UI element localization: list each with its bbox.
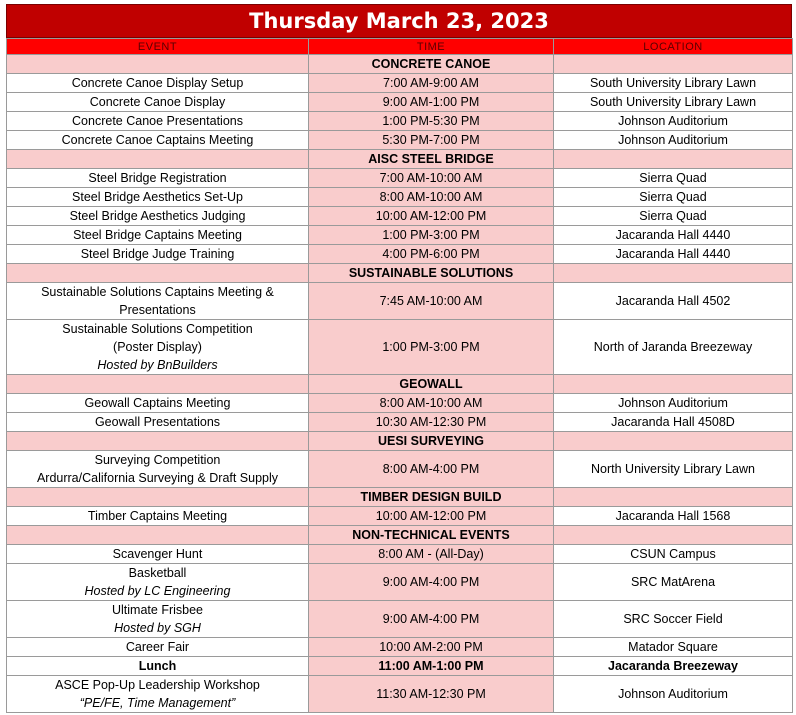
event-name: Ultimate Frisbee — [112, 603, 203, 617]
time-cell: 1:00 PM-5:30 PM — [309, 112, 554, 131]
section-row — [7, 526, 793, 545]
time-cell: 11:30 AM-12:30 PM — [309, 676, 554, 713]
table-row — [7, 74, 793, 93]
schedule-sheet — [6, 4, 792, 713]
table-row — [7, 601, 793, 638]
event-cell — [7, 413, 309, 432]
event-cell — [7, 638, 309, 657]
table-row — [7, 245, 793, 264]
location-cell: SRC Soccer Field — [554, 601, 793, 638]
time-cell: 7:00 AM-9:00 AM — [309, 74, 554, 93]
location-cell: Jacaranda Hall 4440 — [554, 226, 793, 245]
location-cell: Johnson Auditorium — [554, 131, 793, 150]
section-event-cell — [7, 432, 309, 451]
location-cell: Sierra Quad — [554, 188, 793, 207]
event-cell — [7, 74, 309, 93]
section-title: UESI SURVEYING — [309, 432, 554, 451]
section-row — [7, 488, 793, 507]
section-title: CONCRETE CANOE — [309, 55, 554, 74]
event-host-note: Hosted by BnBuilders — [97, 358, 218, 372]
event-name: Basketball — [128, 566, 187, 580]
location-cell: Johnson Auditorium — [554, 676, 793, 713]
table-row — [7, 413, 793, 432]
event-cell — [7, 207, 309, 226]
event-name: Sustainable Solutions Captains Meeting & — [41, 285, 274, 299]
section-title: NON-TECHNICAL EVENTS — [309, 526, 554, 545]
table-row — [7, 394, 793, 413]
schedule-title: Thursday March 23, 2023 — [6, 4, 792, 38]
event-host-note: Hosted by SGH — [114, 621, 201, 635]
time-cell: 10:00 AM-2:00 PM — [309, 638, 554, 657]
time-cell: 8:00 AM-10:00 AM — [309, 188, 554, 207]
table-row — [7, 657, 793, 676]
event-cell — [7, 320, 309, 375]
time-cell: 8:00 AM-10:00 AM — [309, 394, 554, 413]
time-cell: 11:00 AM-1:00 PM — [309, 657, 554, 676]
event-cell — [7, 564, 309, 601]
event-name: Steel Bridge Aesthetics Set-Up — [72, 190, 243, 204]
table-row — [7, 676, 793, 713]
event-name: Steel Bridge Registration — [88, 171, 227, 185]
table-row — [7, 564, 793, 601]
time-cell: 5:30 PM-7:00 PM — [309, 131, 554, 150]
section-event-cell — [7, 526, 309, 545]
event-cell — [7, 545, 309, 564]
event-cell — [7, 451, 309, 488]
event-cell — [7, 245, 309, 264]
time-cell: 9:00 AM-1:00 PM — [309, 93, 554, 112]
location-cell: Johnson Auditorium — [554, 112, 793, 131]
event-cell — [7, 601, 309, 638]
section-title: TIMBER DESIGN BUILD — [309, 488, 554, 507]
table-row — [7, 131, 793, 150]
location-cell: North of Jaranda Breezeway — [554, 320, 793, 375]
event-name: Career Fair — [125, 640, 190, 654]
header-location: LOCATION — [554, 39, 793, 55]
location-cell: North University Library Lawn — [554, 451, 793, 488]
section-location-cell — [554, 55, 793, 74]
location-cell: Jacaranda Hall 4508D — [554, 413, 793, 432]
event-name: Ardurra/California Surveying & Draft Supply — [36, 471, 279, 485]
time-cell: 4:00 PM-6:00 PM — [309, 245, 554, 264]
event-name: Timber Captains Meeting — [87, 509, 228, 523]
event-cell — [7, 188, 309, 207]
section-title: GEOWALL — [309, 375, 554, 394]
time-cell: 8:00 AM - (All-Day) — [309, 545, 554, 564]
event-name: Presentations — [119, 303, 196, 317]
location-cell: Jacaranda Hall 4440 — [554, 245, 793, 264]
section-location-cell — [554, 150, 793, 169]
section-row — [7, 375, 793, 394]
time-cell: 8:00 AM-4:00 PM — [309, 451, 554, 488]
section-title: AISC STEEL BRIDGE — [309, 150, 554, 169]
time-cell: 1:00 PM-3:00 PM — [309, 320, 554, 375]
location-cell: Jacaranda Breezeway — [554, 657, 793, 676]
location-cell: Jacaranda Hall 4502 — [554, 283, 793, 320]
event-name: Sustainable Solutions Competition — [62, 322, 253, 336]
event-cell — [7, 112, 309, 131]
event-cell — [7, 93, 309, 112]
table-row — [7, 545, 793, 564]
table-row — [7, 188, 793, 207]
table-row — [7, 638, 793, 657]
event-name: Concrete Canoe Presentations — [72, 114, 243, 128]
section-event-cell — [7, 264, 309, 283]
location-cell: Sierra Quad — [554, 169, 793, 188]
section-row — [7, 264, 793, 283]
section-location-cell — [554, 526, 793, 545]
table-row — [7, 507, 793, 526]
event-cell — [7, 131, 309, 150]
section-row — [7, 432, 793, 451]
event-name: Concrete Canoe Display — [89, 95, 226, 109]
location-cell: South University Library Lawn — [554, 93, 793, 112]
section-event-cell — [7, 55, 309, 74]
time-cell: 10:00 AM-12:00 PM — [309, 207, 554, 226]
time-cell: 7:00 AM-10:00 AM — [309, 169, 554, 188]
time-cell: 9:00 AM-4:00 PM — [309, 601, 554, 638]
section-event-cell — [7, 375, 309, 394]
event-name: Steel Bridge Judge Training — [80, 247, 235, 261]
event-name: Concrete Canoe Display Setup — [71, 76, 244, 90]
event-name: Steel Bridge Captains Meeting — [73, 228, 242, 242]
header-time: TIME — [309, 39, 554, 55]
event-name: Steel Bridge Aesthetics Judging — [69, 209, 246, 223]
section-event-cell — [7, 488, 309, 507]
schedule-table — [6, 38, 793, 713]
event-name: Geowall Captains Meeting — [84, 396, 231, 410]
section-title: SUSTAINABLE SOLUTIONS — [309, 264, 554, 283]
event-cell — [7, 507, 309, 526]
location-cell: Johnson Auditorium — [554, 394, 793, 413]
event-name: Surveying Competition — [94, 453, 221, 467]
table-row — [7, 207, 793, 226]
event-cell — [7, 394, 309, 413]
header-row — [7, 39, 793, 55]
time-cell: 9:00 AM-4:00 PM — [309, 564, 554, 601]
event-cell — [7, 283, 309, 320]
section-row — [7, 55, 793, 74]
location-cell: SRC MatArena — [554, 564, 793, 601]
location-cell: Sierra Quad — [554, 207, 793, 226]
location-cell: Jacaranda Hall 1568 — [554, 507, 793, 526]
table-row — [7, 283, 793, 320]
schedule-body — [7, 39, 793, 713]
event-cell — [7, 226, 309, 245]
event-host-note: Hosted by LC Engineering — [84, 584, 231, 598]
table-row — [7, 320, 793, 375]
table-row — [7, 169, 793, 188]
location-cell: South University Library Lawn — [554, 74, 793, 93]
section-location-cell — [554, 264, 793, 283]
table-row — [7, 451, 793, 488]
event-cell — [7, 657, 309, 676]
header-event: EVENT — [7, 39, 309, 55]
section-row — [7, 150, 793, 169]
table-row — [7, 226, 793, 245]
event-name: Lunch — [138, 659, 177, 673]
event-name: Concrete Canoe Captains Meeting — [61, 133, 254, 147]
time-cell: 10:30 AM-12:30 PM — [309, 413, 554, 432]
section-event-cell — [7, 150, 309, 169]
event-name: Geowall Presentations — [94, 415, 221, 429]
location-cell: Matador Square — [554, 638, 793, 657]
event-name: ASCE Pop-Up Leadership Workshop — [55, 678, 260, 692]
section-location-cell — [554, 375, 793, 394]
section-location-cell — [554, 432, 793, 451]
table-row — [7, 93, 793, 112]
time-cell: 10:00 AM-12:00 PM — [309, 507, 554, 526]
event-cell — [7, 676, 309, 713]
event-host-note: “PE/FE, Time Management” — [79, 696, 236, 710]
time-cell: 7:45 AM-10:00 AM — [309, 283, 554, 320]
event-cell — [7, 169, 309, 188]
location-cell: CSUN Campus — [554, 545, 793, 564]
table-row — [7, 112, 793, 131]
event-name: Scavenger Hunt — [112, 547, 203, 561]
event-name: (Poster Display) — [113, 340, 202, 354]
section-location-cell — [554, 488, 793, 507]
time-cell: 1:00 PM-3:00 PM — [309, 226, 554, 245]
